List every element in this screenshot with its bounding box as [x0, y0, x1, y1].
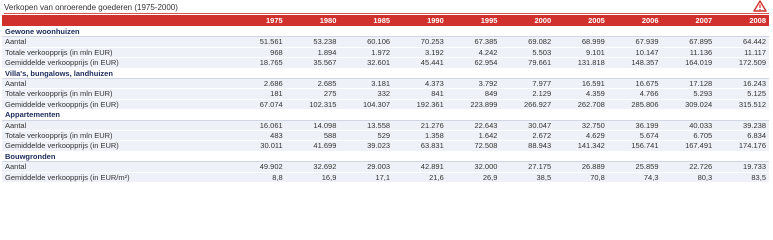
row-label: Totale verkoopprijs (in mln EUR) — [2, 48, 232, 58]
section-title: Appartementen — [2, 110, 769, 120]
value-cell: 39.238 — [715, 121, 769, 131]
year-header: 1990 — [393, 15, 447, 27]
value-cell: 2.686 — [232, 79, 286, 89]
table-row — [2, 89, 769, 99]
value-cell: 14.098 — [286, 121, 340, 131]
value-cell: 7.977 — [500, 79, 554, 89]
value-cell: 1.642 — [447, 131, 501, 141]
value-cell: 4.359 — [554, 89, 608, 99]
value-cell: 6.705 — [662, 131, 716, 141]
year-header: 1985 — [339, 15, 393, 27]
value-cell: 8,8 — [232, 173, 286, 183]
value-cell: 19.733 — [715, 162, 769, 172]
value-cell: 223.899 — [447, 100, 501, 110]
table-row — [2, 173, 769, 183]
row-label: Aantal — [2, 162, 232, 172]
value-cell: 17,1 — [339, 173, 393, 183]
value-cell: 21,6 — [393, 173, 447, 183]
value-cell: 3.792 — [447, 79, 501, 89]
value-cell: 11.117 — [715, 48, 769, 58]
table-header-row — [2, 15, 769, 27]
table-row — [2, 79, 769, 89]
value-cell: 849 — [447, 89, 501, 99]
value-cell: 5.674 — [608, 131, 662, 141]
value-cell: 102.315 — [286, 100, 340, 110]
value-cell: 181 — [232, 89, 286, 99]
year-header: 1980 — [286, 15, 340, 27]
table-body — [2, 27, 769, 183]
table-row — [2, 131, 769, 141]
value-cell: 80,3 — [662, 173, 716, 183]
value-cell: 63.831 — [393, 141, 447, 151]
value-cell: 141.342 — [554, 141, 608, 151]
value-cell: 285.806 — [608, 100, 662, 110]
section-row — [2, 27, 769, 37]
section-row — [2, 110, 769, 120]
value-cell: 67.385 — [447, 37, 501, 47]
row-label: Gemiddelde verkoopprijs (in EUR) — [2, 141, 232, 151]
year-header: 2008 — [715, 15, 769, 27]
value-cell: 26.889 — [554, 162, 608, 172]
value-cell: 167.491 — [662, 141, 716, 151]
value-cell: 49.902 — [232, 162, 286, 172]
value-cell: 2.129 — [500, 89, 554, 99]
value-cell: 26,9 — [447, 173, 501, 183]
value-cell: 53.238 — [286, 37, 340, 47]
table-row — [2, 100, 769, 110]
value-cell: 68.999 — [554, 37, 608, 47]
value-cell: 16,9 — [286, 173, 340, 183]
value-cell: 64.442 — [715, 37, 769, 47]
value-cell: 41.699 — [286, 141, 340, 151]
sales-table — [2, 15, 769, 183]
value-cell: 22.726 — [662, 162, 716, 172]
value-cell: 32.692 — [286, 162, 340, 172]
value-cell: 25.859 — [608, 162, 662, 172]
value-cell: 9.101 — [554, 48, 608, 58]
value-cell: 3.192 — [393, 48, 447, 58]
value-cell: 148.357 — [608, 58, 662, 68]
value-cell: 266.927 — [500, 100, 554, 110]
value-cell: 18.765 — [232, 58, 286, 68]
value-cell: 16.243 — [715, 79, 769, 89]
table-row — [2, 162, 769, 172]
value-cell: 275 — [286, 89, 340, 99]
value-cell: 30.011 — [232, 141, 286, 151]
value-cell: 588 — [286, 131, 340, 141]
section-title: Villa's, bungalows, landhuizen — [2, 69, 769, 79]
value-cell: 841 — [393, 89, 447, 99]
year-header: 2007 — [662, 15, 716, 27]
table-row — [2, 48, 769, 58]
value-cell: 42.891 — [393, 162, 447, 172]
value-cell: 62.954 — [447, 58, 501, 68]
value-cell: 83,5 — [715, 173, 769, 183]
value-cell: 67.895 — [662, 37, 716, 47]
value-cell: 5.503 — [500, 48, 554, 58]
value-cell: 104.307 — [339, 100, 393, 110]
value-cell: 13.558 — [339, 121, 393, 131]
value-cell: 38,5 — [500, 173, 554, 183]
warning-triangle-icon[interactable] — [753, 0, 767, 12]
value-cell: 39.023 — [339, 141, 393, 151]
value-cell: 192.361 — [393, 100, 447, 110]
value-cell: 51.561 — [232, 37, 286, 47]
value-cell: 262.708 — [554, 100, 608, 110]
value-cell: 1.972 — [339, 48, 393, 58]
value-cell: 22.643 — [447, 121, 501, 131]
section-row — [2, 69, 769, 79]
value-cell: 3.181 — [339, 79, 393, 89]
value-cell: 174.176 — [715, 141, 769, 151]
value-cell: 4.242 — [447, 48, 501, 58]
table-row — [2, 37, 769, 47]
value-cell: 4.373 — [393, 79, 447, 89]
row-label: Gemiddelde verkoopprijs (in EUR) — [2, 58, 232, 68]
value-cell: 6.834 — [715, 131, 769, 141]
row-label: Aantal — [2, 37, 232, 47]
value-cell: 4.629 — [554, 131, 608, 141]
section-row — [2, 152, 769, 162]
value-cell: 60.106 — [339, 37, 393, 47]
value-cell: 72.508 — [447, 141, 501, 151]
value-cell: 2.672 — [500, 131, 554, 141]
header-corner-cell — [2, 15, 232, 27]
section-title: Bouwgronden — [2, 152, 769, 162]
value-cell: 309.024 — [662, 100, 716, 110]
value-cell: 131.818 — [554, 58, 608, 68]
value-cell: 88.943 — [500, 141, 554, 151]
value-cell: 21.276 — [393, 121, 447, 131]
value-cell: 45.441 — [393, 58, 447, 68]
value-cell: 156.741 — [608, 141, 662, 151]
value-cell: 16.675 — [608, 79, 662, 89]
table-row — [2, 141, 769, 151]
value-cell: 16.591 — [554, 79, 608, 89]
value-cell: 74,3 — [608, 173, 662, 183]
value-cell: 35.567 — [286, 58, 340, 68]
value-cell: 32.601 — [339, 58, 393, 68]
value-cell: 1.358 — [393, 131, 447, 141]
year-header: 1995 — [447, 15, 501, 27]
value-cell: 67.939 — [608, 37, 662, 47]
row-label: Aantal — [2, 121, 232, 131]
value-cell: 172.509 — [715, 58, 769, 68]
value-cell: 27.175 — [500, 162, 554, 172]
row-label: Totale verkoopprijs (in mln EUR) — [2, 89, 232, 99]
table-title: Verkopen van onroerende goederen (1975-2000) — [4, 3, 178, 12]
year-header: 2000 — [500, 15, 554, 27]
row-label: Gemiddelde verkoopprijs (in EUR) — [2, 100, 232, 110]
value-cell: 67.074 — [232, 100, 286, 110]
row-label: Totale verkoopprijs (in mln EUR) — [2, 131, 232, 141]
year-header: 1975 — [232, 15, 286, 27]
row-label: Aantal — [2, 79, 232, 89]
value-cell: 968 — [232, 48, 286, 58]
value-cell: 11.136 — [662, 48, 716, 58]
row-label: Gemiddelde verkoopprijs (in EUR/m²) — [2, 173, 232, 183]
value-cell: 5.293 — [662, 89, 716, 99]
value-cell: 79.661 — [500, 58, 554, 68]
table-row — [2, 121, 769, 131]
value-cell: 29.003 — [339, 162, 393, 172]
value-cell: 4.766 — [608, 89, 662, 99]
value-cell: 32.000 — [447, 162, 501, 172]
value-cell: 40.033 — [662, 121, 716, 131]
value-cell: 16.061 — [232, 121, 286, 131]
value-cell: 164.019 — [662, 58, 716, 68]
year-header: 2006 — [608, 15, 662, 27]
value-cell: 483 — [232, 131, 286, 141]
value-cell: 315.512 — [715, 100, 769, 110]
value-cell: 36.199 — [608, 121, 662, 131]
value-cell: 5.125 — [715, 89, 769, 99]
table-row — [2, 58, 769, 68]
value-cell: 17.128 — [662, 79, 716, 89]
section-title: Gewone woonhuizen — [2, 27, 769, 37]
value-cell: 1.894 — [286, 48, 340, 58]
value-cell: 70.253 — [393, 37, 447, 47]
value-cell: 70,8 — [554, 173, 608, 183]
value-cell: 2.685 — [286, 79, 340, 89]
value-cell: 10.147 — [608, 48, 662, 58]
title-divider — [4, 13, 769, 14]
value-cell: 30.047 — [500, 121, 554, 131]
year-header: 2005 — [554, 15, 608, 27]
value-cell: 69.082 — [500, 37, 554, 47]
value-cell: 32.750 — [554, 121, 608, 131]
value-cell: 332 — [339, 89, 393, 99]
value-cell: 529 — [339, 131, 393, 141]
